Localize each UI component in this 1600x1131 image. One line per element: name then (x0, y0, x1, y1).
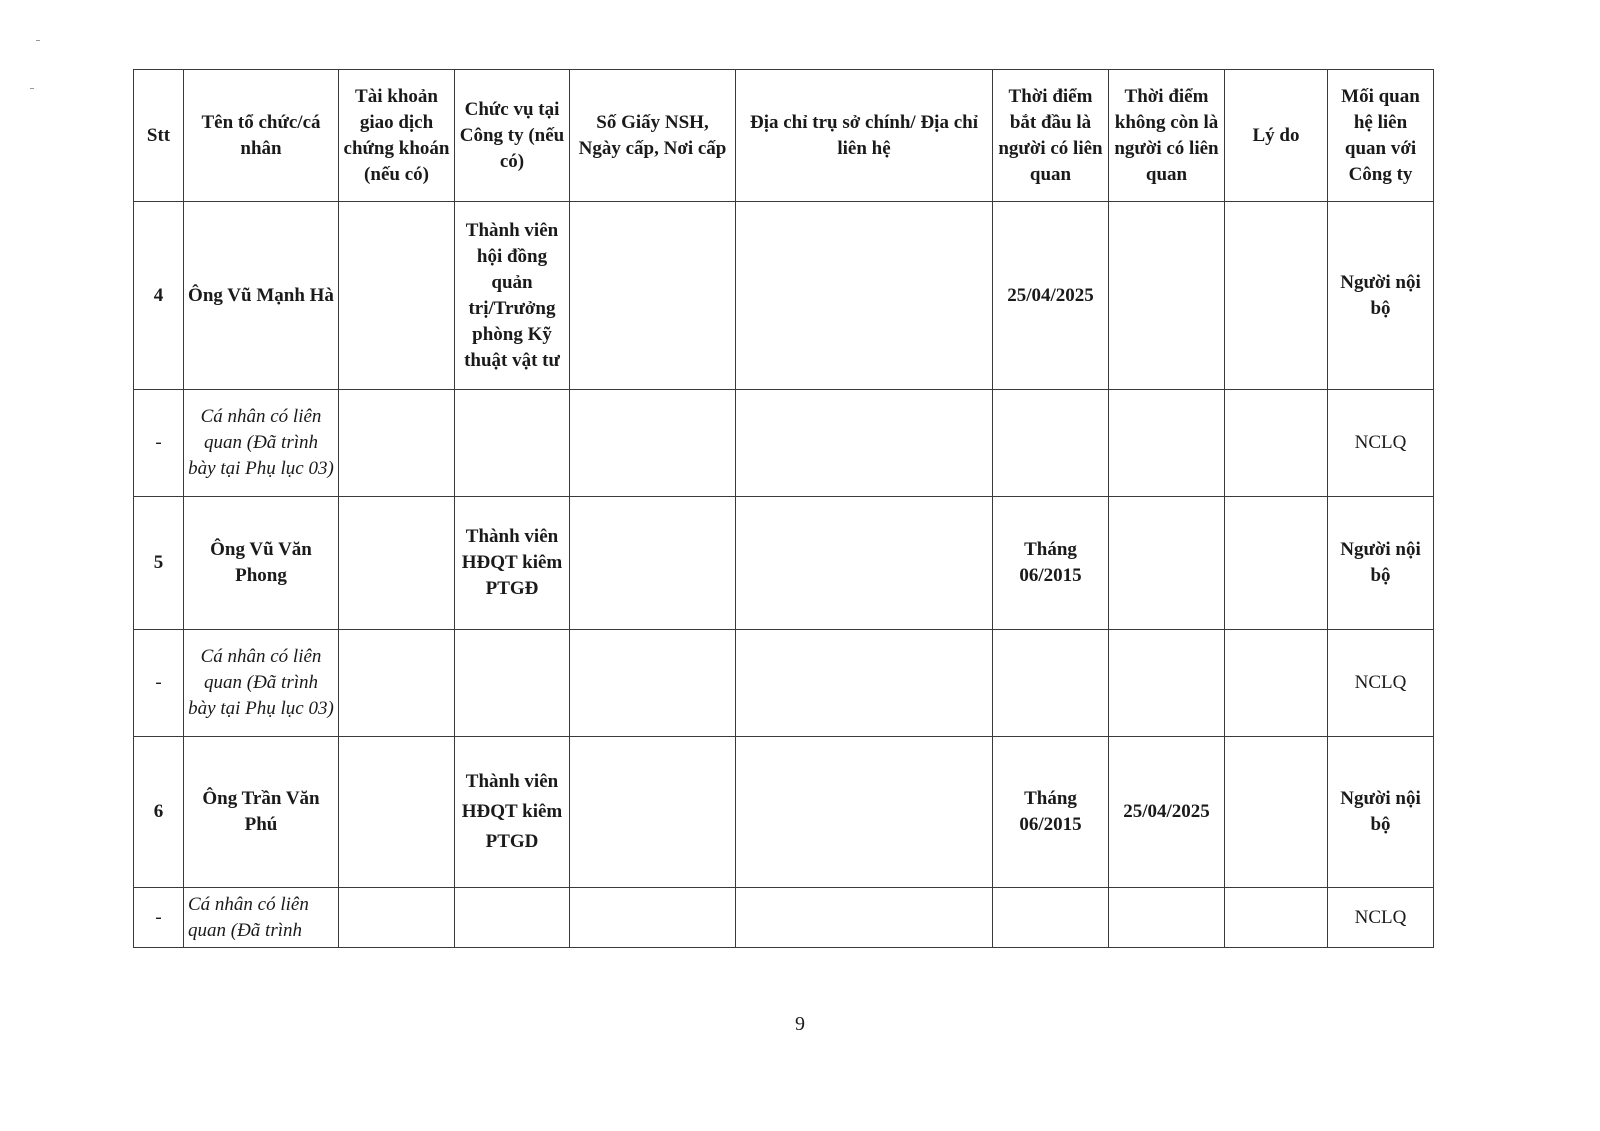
row-relation: Người nội bộ (1328, 497, 1434, 630)
header-stt: Stt (134, 70, 184, 202)
page-number: 9 (795, 1013, 805, 1035)
row-stt: - (134, 630, 184, 737)
row-address (736, 630, 993, 737)
row-position (455, 888, 570, 948)
row-address (736, 390, 993, 497)
row-address (736, 737, 993, 888)
row-reason (1225, 497, 1328, 630)
header-row (134, 70, 1434, 202)
row-start-date: Tháng 06/2015 (993, 497, 1109, 630)
row-relation: Người nội bộ (1328, 202, 1434, 390)
row-stt: - (134, 888, 184, 948)
row-reason (1225, 737, 1328, 888)
row-position: Thành viên hội đồng quản trị/Trưởng phòng Kỹ thuật vật tư (455, 202, 570, 390)
header-position: Chức vụ tại Công ty (nếu có) (455, 70, 570, 202)
row-position: Thành viên HĐQT kiêm PTGĐ (455, 497, 570, 630)
row-stt: 6 (134, 737, 184, 888)
row-position (455, 630, 570, 737)
row-name: Ông Vũ Văn Phong (184, 497, 339, 630)
row-id-document (570, 888, 736, 948)
row-address (736, 202, 993, 390)
row-end-date (1109, 497, 1225, 630)
row-id-document (570, 737, 736, 888)
row-id-document (570, 497, 736, 630)
row-end-date (1109, 202, 1225, 390)
row-address (736, 497, 993, 630)
row-start-date (993, 888, 1109, 948)
scan-mark (36, 40, 40, 41)
row-name (184, 888, 339, 948)
header-id-document: Số Giấy NSH, Ngày cấp, Nơi cấp (570, 70, 736, 202)
header-reason: Lý do (1225, 70, 1328, 202)
row-end-date: 25/04/2025 (1109, 737, 1225, 888)
row-account (339, 497, 455, 630)
table-row (134, 202, 1434, 390)
row-end-date (1109, 630, 1225, 737)
row-address (736, 888, 993, 948)
row-position (455, 390, 570, 497)
row-start-date (993, 390, 1109, 497)
row-start-date (993, 630, 1109, 737)
row-stt: - (134, 390, 184, 497)
row-name: Cá nhân có liên quan (Đã trình bày tại Phụ lục 03) (184, 390, 339, 497)
row-name: Cá nhân có liên quan (Đã trình bày tại Phụ lục 03) (184, 630, 339, 737)
row-reason (1225, 390, 1328, 497)
row-reason (1225, 888, 1328, 948)
scan-mark (30, 88, 34, 89)
row-name: Ông Vũ Mạnh Hà (184, 202, 339, 390)
row-account (339, 888, 455, 948)
table-row (134, 390, 1434, 497)
header-relation: Mối quan hệ liên quan với Công ty (1328, 70, 1434, 202)
row-relation: Người nội bộ (1328, 737, 1434, 888)
table-row (134, 737, 1434, 888)
header-end-date: Thời điểm không còn là người có liên quan (1109, 70, 1225, 202)
header-name: Tên tổ chức/cá nhân (184, 70, 339, 202)
related-persons-table (133, 69, 1434, 948)
header-start-date: Thời điểm bắt đầu là người có liên quan (993, 70, 1109, 202)
row-stt: 4 (134, 202, 184, 390)
row-account (339, 390, 455, 497)
row-id-document (570, 202, 736, 390)
table-row (134, 630, 1434, 737)
row-account (339, 630, 455, 737)
row-account (339, 202, 455, 390)
row-end-date (1109, 888, 1225, 948)
row-relation: NCLQ (1328, 390, 1434, 497)
row-id-document (570, 390, 736, 497)
table-row (134, 888, 1434, 948)
header-address: Địa chỉ trụ sở chính/ Địa chỉ liên hệ (736, 70, 993, 202)
row-id-document (570, 630, 736, 737)
row-relation: NCLQ (1328, 888, 1434, 948)
row-relation: NCLQ (1328, 630, 1434, 737)
row-account (339, 737, 455, 888)
table-row (134, 497, 1434, 630)
row-stt: 5 (134, 497, 184, 630)
row-name: Ông Trần Văn Phú (184, 737, 339, 888)
row-end-date (1109, 390, 1225, 497)
row-reason (1225, 630, 1328, 737)
header-account: Tài khoản giao dịch chứng khoán (nếu có) (339, 70, 455, 202)
row-reason (1225, 202, 1328, 390)
row-position: Thành viên HĐQT kiêm PTGD (455, 737, 570, 888)
row-name-text: Cá nhân có liên quan (Đã trình (188, 893, 309, 941)
row-start-date: Tháng 06/2015 (993, 737, 1109, 888)
row-start-date: 25/04/2025 (993, 202, 1109, 390)
